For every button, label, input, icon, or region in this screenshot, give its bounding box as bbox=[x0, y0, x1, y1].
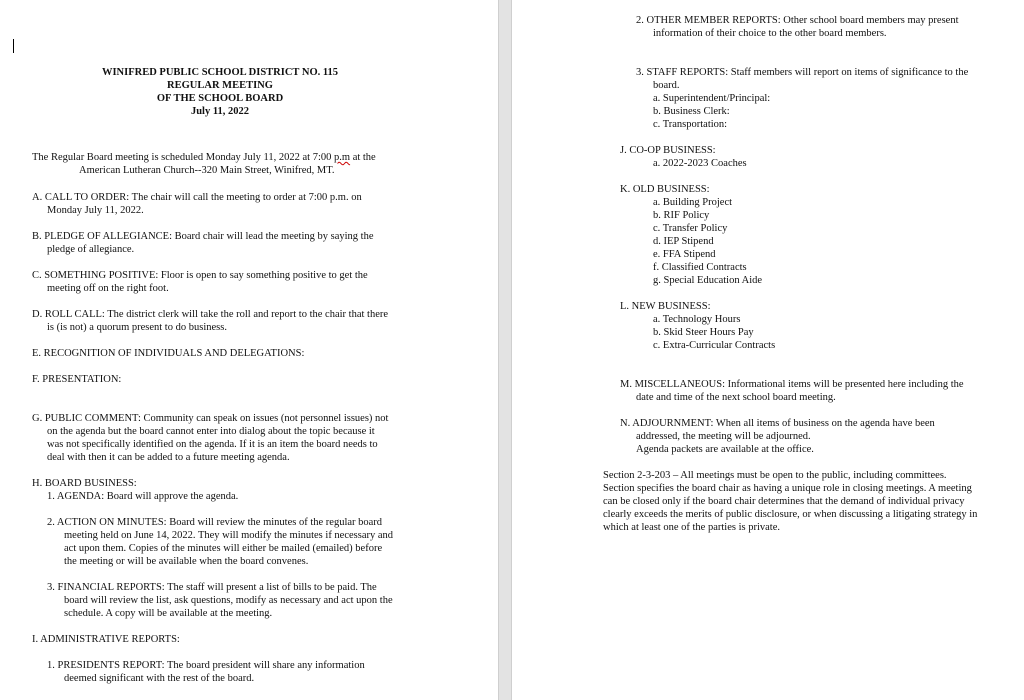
sub-item-presidents-report: 1. PRESIDENTS REPORT: The board president will share any information bbox=[47, 660, 365, 671]
item-call-to-order: A. CALL TO ORDER: The chair will call the meeting to order at 7:00 p.m. on bbox=[32, 192, 362, 203]
section-note-cont: can be closed only if the board chair determines that the demand of individual privacy bbox=[603, 496, 965, 507]
item-public-comment-cont: deal with then it can be added to a future meeting agenda. bbox=[47, 452, 290, 463]
item-adjournment-cont: addressed, the meeting will be adjourned. bbox=[636, 431, 811, 442]
item-something-positive: C. SOMETHING POSITIVE: Floor is open to say something positive to get the bbox=[32, 270, 368, 281]
sub-item-financial-cont: schedule. A copy will be available at the meeting. bbox=[64, 608, 273, 619]
sub-item-minutes: 2. ACTION ON MINUTES: Board will review the minutes of the regular board bbox=[47, 517, 383, 528]
sub-item-minutes-cont: the meeting or will be available when the board convenes. bbox=[64, 556, 309, 567]
district-title: WINIFRED PUBLIC SCHOOL DISTRICT NO. 115 bbox=[101, 67, 339, 78]
item-recognition: E. RECOGNITION OF INDIVIDUALS AND DELEGATIONS: bbox=[32, 348, 305, 359]
item-call-to-order-cont: Monday July 11, 2022. bbox=[47, 205, 144, 216]
item-pledge: B. PLEDGE OF ALLEGIANCE: Board chair will lead the meeting by saying the bbox=[32, 231, 374, 242]
new-business-item: a. Technology Hours bbox=[653, 314, 741, 325]
text-cursor bbox=[13, 39, 14, 53]
staff-report-business-clerk: b. Business Clerk: bbox=[653, 106, 730, 117]
sub-item-presidents-report-cont: deemed significant with the rest of the board. bbox=[64, 673, 255, 684]
item-board-business: H. BOARD BUSINESS: bbox=[32, 478, 137, 489]
page-gutter bbox=[498, 0, 512, 700]
item-public-comment: G. PUBLIC COMMENT: Community can speak on issues (not personnel issues) not bbox=[32, 413, 389, 424]
sub-item-staff-reports: 3. STAFF REPORTS: Staff members will report on items of significance to the bbox=[636, 67, 969, 78]
item-old-business: K. OLD BUSINESS: bbox=[620, 184, 710, 195]
old-business-item: d. IEP Stipend bbox=[653, 236, 714, 247]
staff-report-superintendent: a. Superintendent/Principal: bbox=[653, 93, 771, 104]
item-miscellaneous-cont: date and time of the next school board meeting. bbox=[636, 392, 836, 403]
document-page-left[interactable] bbox=[0, 0, 498, 700]
section-note: Section 2-3-203 – All meetings must be open to the public, including committees. bbox=[603, 470, 947, 481]
sub-item-minutes-cont: meeting held on June 14, 2022. They will modify the minutes if necessary and bbox=[64, 530, 394, 541]
section-note-cont: which at least one of the parties is private. bbox=[603, 522, 780, 533]
sub-item-staff-reports-cont: board. bbox=[653, 80, 680, 91]
old-business-item: c. Transfer Policy bbox=[653, 223, 728, 234]
item-new-business: L. NEW BUSINESS: bbox=[620, 301, 711, 312]
old-business-item: a. Building Project bbox=[653, 197, 733, 208]
sub-item-minutes-cont: act upon them. Copies of the minutes will either be mailed (emailed) before bbox=[64, 543, 383, 554]
item-miscellaneous: M. MISCELLANEOUS: Informational items will be presented here including the bbox=[620, 379, 964, 390]
item-roll-call: D. ROLL CALL: The district clerk will take the roll and report to the chair that there bbox=[32, 309, 389, 320]
section-note-cont: clearly exceeds the merits of public disclosure, or when discussing a litigating strategy in bbox=[603, 509, 978, 520]
item-presentation: F. PRESENTATION: bbox=[32, 374, 122, 385]
staff-report-transportation: c. Transportation: bbox=[653, 119, 728, 130]
old-business-item: f. Classified Contracts bbox=[653, 262, 747, 273]
old-business-item: e. FFA Stipend bbox=[653, 249, 716, 260]
new-business-item: b. Skid Steer Hours Pay bbox=[653, 327, 754, 338]
sub-item-other-member-reports-cont: information of their choice to the other board members. bbox=[653, 28, 887, 39]
agenda-packets-note: Agenda packets are available at the office. bbox=[636, 444, 814, 455]
co-op-coaches: a. 2022-2023 Coaches bbox=[653, 158, 747, 169]
sub-item-agenda: 1. AGENDA: Board will approve the agenda. bbox=[47, 491, 239, 502]
meeting-type: REGULAR MEETING bbox=[167, 80, 273, 91]
intro-line-2: American Lutheran Church--320 Main Street, Winifred, MT. bbox=[79, 165, 335, 176]
meeting-date: July 11, 2022 bbox=[190, 106, 250, 117]
item-public-comment-cont: on the agenda but the board cannot enter into dialog about the topic because it bbox=[47, 426, 375, 437]
document-page-right[interactable] bbox=[512, 0, 1024, 700]
sub-item-financial-cont: board will review the list, ask questions, modify as necessary and act upon the bbox=[64, 595, 393, 606]
old-business-item: g. Special Education Aide bbox=[653, 275, 763, 286]
spelling-flag: p.m bbox=[334, 152, 351, 163]
item-adjournment: N. ADJOURNMENT: When all items of business on the agenda have been bbox=[620, 418, 935, 429]
item-administrative-reports: I. ADMINISTRATIVE REPORTS: bbox=[32, 634, 180, 645]
board-title: OF THE SCHOOL BOARD bbox=[156, 93, 284, 104]
item-something-positive-cont: meeting off on the right foot. bbox=[47, 283, 169, 294]
sub-item-other-member-reports: 2. OTHER MEMBER REPORTS: Other school board members may present bbox=[636, 15, 959, 26]
item-co-op-business: J. CO-OP BUSINESS: bbox=[620, 145, 716, 156]
item-roll-call-cont: is (is not) a quorum present to do business. bbox=[47, 322, 227, 333]
section-note-cont: Section specifies the board chair as having a unique role in closing meetings. A meeting bbox=[603, 483, 972, 494]
item-public-comment-cont: was not specifically identified on the agenda. If it is an item the board needs to bbox=[47, 439, 378, 450]
new-business-item: c. Extra-Curricular Contracts bbox=[653, 340, 776, 351]
item-pledge-cont: pledge of allegiance. bbox=[47, 244, 135, 255]
sub-item-financial: 3. FINANCIAL REPORTS: The staff will present a list of bills to be paid. The bbox=[47, 582, 377, 593]
intro-line-1: The Regular Board meeting is scheduled Monday July 11, 2022 at 7:00 p.m at the bbox=[32, 152, 376, 163]
old-business-item: b. RIF Policy bbox=[653, 210, 710, 221]
